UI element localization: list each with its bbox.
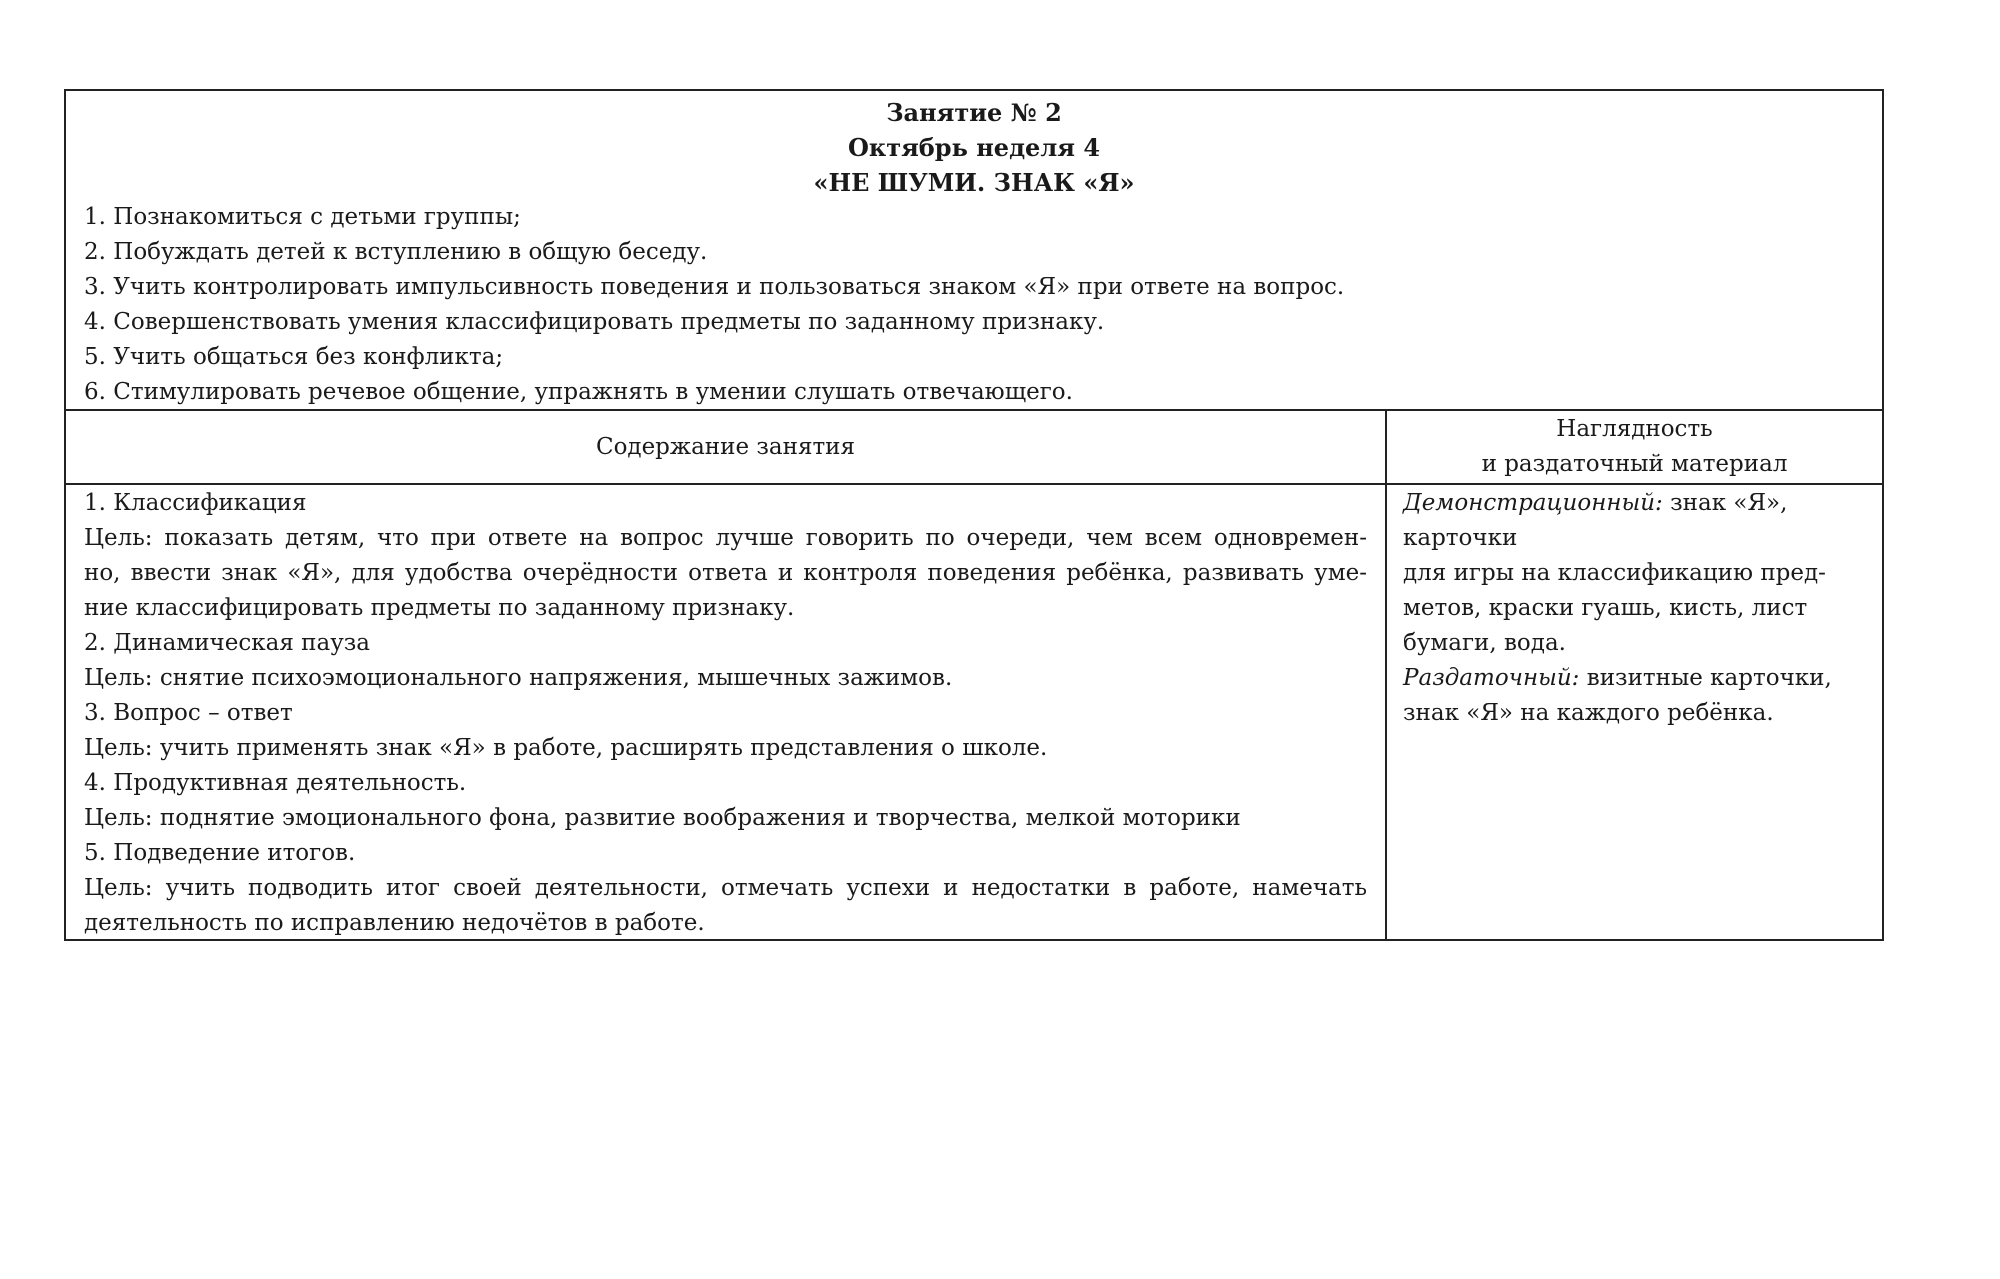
goal-item: 5. Учить общаться без конфликта; bbox=[84, 344, 504, 370]
lesson-date: Октябрь неделя 4 bbox=[847, 133, 1101, 162]
content-line: ние классифицировать предметы по заданному признаку. bbox=[84, 595, 795, 621]
demo-text: знак «Я», карточки bbox=[1403, 490, 1788, 551]
content-line: 2. Динамическая пауза bbox=[84, 630, 370, 656]
goal-item: 2. Побуждать детей к вступлению в общую беседу. bbox=[84, 239, 708, 265]
materials-line bbox=[1403, 661, 1866, 696]
content-line: 5. Подведение итогов. bbox=[84, 840, 356, 866]
content-line: Цель: поднятие эмоционального фона, развитие воображения и творчества, мелкой моторики bbox=[84, 805, 1241, 831]
materials-line: метов, краски гуашь, кисть, лист bbox=[1403, 595, 1808, 621]
materials-line: знак «Я» на каждого ребёнка. bbox=[1403, 700, 1774, 726]
content-line: Цель: снятие психоэмоционального напряжения, мышечных зажимов. bbox=[84, 665, 953, 691]
content-line: 1. Классификация bbox=[84, 490, 307, 516]
goal-item: 6. Стимулировать речевое общение, упражнять в умении слушать отвечающего. bbox=[84, 379, 1073, 405]
content-cell bbox=[66, 485, 1387, 939]
content-line: деятельность по исправлению недочётов в работе. bbox=[84, 910, 705, 936]
handout-label: Раздаточный: bbox=[1403, 665, 1580, 691]
handout-text: визитные карточки, bbox=[1579, 665, 1832, 691]
goal-item: 3. Учить контролировать импульсивность поведения и пользоваться знаком «Я» при ответе на вопрос. bbox=[84, 274, 1345, 300]
content-column-header bbox=[66, 411, 1387, 483]
lesson-table bbox=[64, 89, 1884, 941]
lesson-number: Занятие № 2 bbox=[886, 98, 1062, 127]
content-line: Цель: учить применять знак «Я» в работе, расширять представления о школе. bbox=[84, 735, 1048, 761]
content-line: но, ввести знак «Я», для удобства очерёдности ответа и контроля поведения ребёнка, развивать уме- bbox=[84, 560, 1367, 586]
materials-cell bbox=[1387, 485, 1882, 939]
content-line: 4. Продуктивная деятельность. bbox=[84, 770, 467, 796]
materials-header-line: и раздаточный материал bbox=[1481, 451, 1788, 477]
goal-item: 1. Познакомиться с детьми группы; bbox=[84, 204, 521, 230]
lesson-title: «НЕ ШУМИ. ЗНАК «Я» bbox=[813, 168, 1135, 197]
materials-line: для игры на классификацию пред- bbox=[1403, 560, 1826, 586]
materials-line: бумаги, вода. bbox=[1403, 630, 1566, 656]
materials-line bbox=[1403, 486, 1866, 556]
table-header-row bbox=[66, 411, 1882, 485]
materials-column-header bbox=[1387, 411, 1882, 483]
content-line: 3. Вопрос – ответ bbox=[84, 700, 293, 726]
table-body-row bbox=[66, 485, 1882, 939]
materials-header-line: Наглядность bbox=[1556, 416, 1713, 442]
goal-item: 4. Совершенствовать умения классифицировать предметы по заданному признаку. bbox=[84, 309, 1105, 335]
demo-label: Демонстрационный: bbox=[1403, 490, 1663, 516]
content-column-header-label: Содержание занятия bbox=[595, 433, 856, 460]
content-line: Цель: учить подводить итог своей деятельности, отмечать успехи и недостатки в работе, намечать bbox=[84, 875, 1367, 901]
lesson-header bbox=[66, 91, 1882, 411]
content-line: Цель: показать детям, что при ответе на вопрос лучше говорить по очереди, чем всем одновремен- bbox=[84, 525, 1367, 551]
